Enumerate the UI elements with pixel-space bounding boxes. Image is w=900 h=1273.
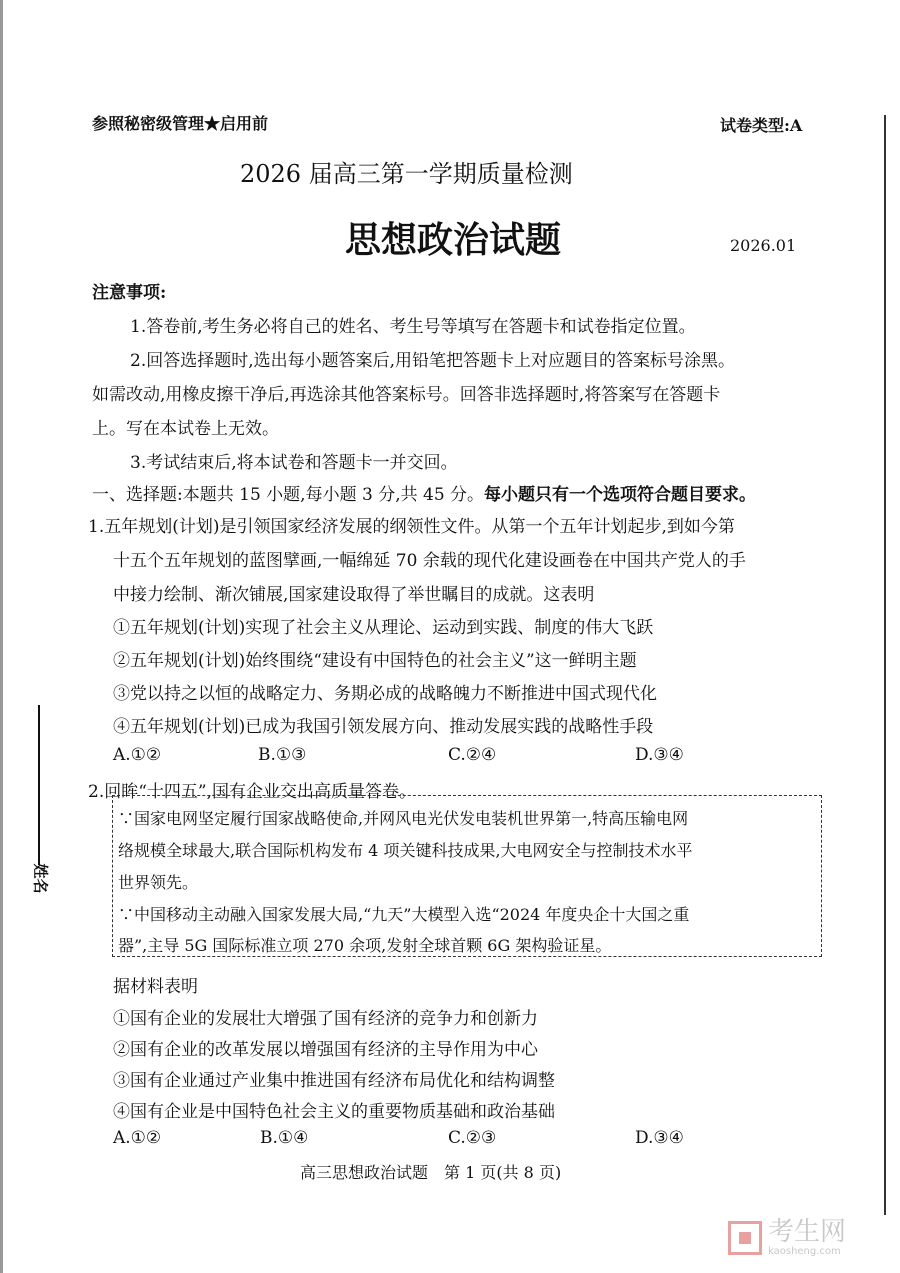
- section-heading: [92, 480, 756, 505]
- material-line: ∵国家电网坚定履行国家战略使命,并网风电光伏发电装机世界第一,特高压输电网: [118, 809, 689, 828]
- paper-type: 试卷类型:A: [720, 116, 803, 135]
- notice-item: 2.回答选择题时,选出每小题答案后,用铅笔把答题卡上对应题目的答案标号涂黑。: [130, 351, 736, 371]
- material-line: 器”,主导 5G 国际标准立项 270 余项,发射全球首颗 6G 架构验证星。: [118, 936, 612, 955]
- section-heading-bold: 每小题只有一个选项符合题目要求。: [484, 485, 757, 505]
- q1-stem: 中接力绘制、渐次铺展,国家建设取得了举世瞩目的成就。这表明: [113, 585, 595, 605]
- q2-statement: ②国有企业的改革发展以增强国有经济的主导作用为中心: [113, 1040, 538, 1060]
- watermark-url: kaosheng.com: [768, 1246, 841, 1257]
- notice-item: 上。写在本试卷上无效。: [92, 419, 279, 439]
- q1-stem: 1.五年规划(计划)是引领国家经济发展的纲领性文件。从第一个五年计划起步,到如今第: [88, 517, 735, 537]
- q2-option-c: C.②③: [448, 1128, 497, 1148]
- notice-item: 如需改动,用橡皮擦干净后,再选涂其他答案标号。回答非选择题时,将答案写在答题卡: [92, 385, 721, 405]
- q1-statement: ④五年规划(计划)已成为我国引领发展方向、推动发展实践的战略性手段: [113, 717, 654, 737]
- notice-heading: 注意事项:: [92, 283, 167, 303]
- q1-option-a: A.①②: [113, 745, 162, 765]
- watermark-name: 考生网: [768, 1217, 847, 1247]
- q1-statement: ②五年规划(计划)始终围绕“建设有中国特色的社会主义”这一鲜明主题: [113, 651, 637, 671]
- q1-option-d: D.③④: [635, 745, 684, 765]
- watermark-logo: [728, 1218, 846, 1257]
- q2-statement: ①国有企业的发展壮大增强了国有经济的竞争力和创新力: [113, 1009, 538, 1029]
- exam-date: 2026.01: [730, 236, 797, 255]
- q1-option-b: B.①③: [258, 745, 307, 765]
- notice-item: 3.考试结束后,将本试卷和答题卡一并交回。: [130, 453, 458, 473]
- logo-icon: [728, 1221, 762, 1255]
- q1-statement: ①五年规划(计划)实现了社会主义从理论、运动到实践、制度的伟大飞跃: [113, 618, 654, 638]
- side-name-label: 姓名: [31, 863, 50, 894]
- material-line: 世界领先。: [118, 873, 199, 892]
- q2-option-a: A.①②: [113, 1128, 162, 1148]
- material-line: ∵中国移动主动融入国家发展大局,“九天”大模型入选“2024 年度央企十大国之重: [118, 905, 690, 924]
- scan-edge: [0, 0, 3, 1273]
- page-footer: 高三思想政治试题 第 1 页(共 8 页): [300, 1163, 562, 1182]
- q2-option-b: B.①④: [260, 1128, 309, 1148]
- q1-stem: 十五个五年规划的蓝图擘画,一幅绵延 70 余载的现代化建设画卷在中国共产党人的手: [113, 551, 746, 571]
- name-blank-line: [38, 705, 40, 865]
- q2-option-d: D.③④: [635, 1128, 684, 1148]
- q2-statement: ④国有企业是中国特色社会主义的重要物质基础和政治基础: [113, 1102, 555, 1122]
- q1-option-c: C.②④: [448, 745, 497, 765]
- page-title: 思想政治试题: [345, 220, 562, 261]
- q2-statement: ③国有企业通过产业集中推进国有经济布局优化和结构调整: [113, 1071, 555, 1091]
- notice-item: 1.答卷前,考生务必将自己的姓名、考生号等填写在答题卡和试卷指定位置。: [130, 317, 696, 337]
- q2-stem: 2.回眸“十四五”,国有企业交出高质量答卷。: [88, 782, 417, 802]
- secrecy-label: 参照秘密级管理★启用前: [92, 114, 269, 133]
- binding-line: [884, 115, 886, 1215]
- exam-subtitle: 2026 届高三第一学期质量检测: [240, 160, 573, 188]
- section-heading-plain: 一、选择题:本题共 15 小题,每小题 3 分,共 45 分。: [92, 485, 485, 505]
- q1-statement: ③党以持之以恒的战略定力、务期必成的战略魄力不断推进中国式现代化: [113, 684, 657, 704]
- material-line: 络规模全球最大,联合国际机构发布 4 项关键科技成果,大电网安全与控制技术水平: [118, 841, 693, 860]
- q2-lead: 据材料表明: [113, 977, 198, 997]
